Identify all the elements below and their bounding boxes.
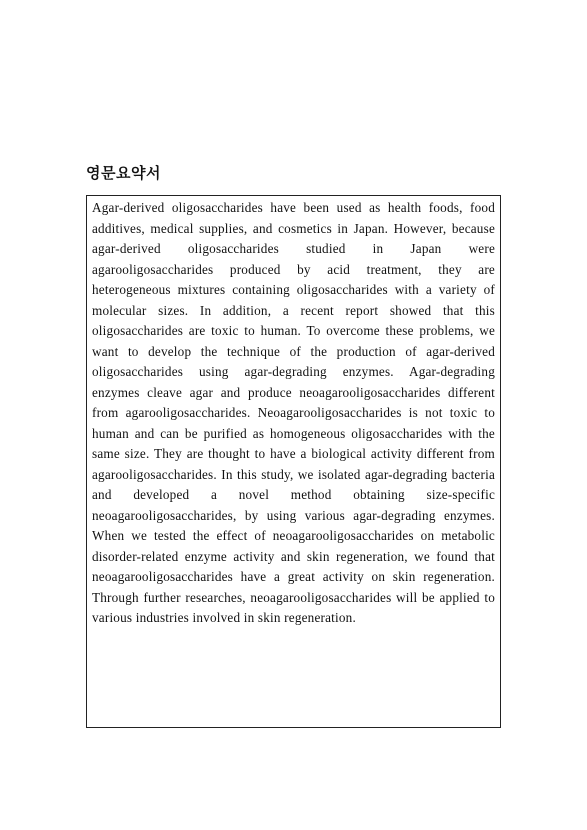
page-title: 영문요약서 [86,164,161,182]
abstract-text: Agar-derived oligosaccharides have been used as health foods, food additives, medical supplies, and cosmetics in Japan. However, because agar-derived oligosaccharides studied in Japan were agarooligosaccharides produced by acid treatment, they are heterogeneous mixtures containing oligosaccharides with a variety of molecular sizes. In addition, a recent report showed that this oligosaccharides are toxic to human. To overcome these problems, we want to develop the technique of the production of agar-derived oligosaccharides using agar-degrading enzymes. Agar-degrading enzymes cleave agar and produce neoagarooligosaccharides different from agarooligosaccharides. Neoagarooligosaccharides is not toxic to human and can be purified as homogeneous oligosaccharides with the same size. They are thought to have a biological activity different from agarooligosaccharides. In this study, we isolated agar-degrading bacteria and developed a novel method obtaining size-specific neoagarooligosaccharides, by using various agar-degrading enzymes. When we tested the effect of neoagarooligosaccharides on metabolic disorder-related enzyme activity and skin regeneration, we found that neoagarooligosaccharides have a great activity on skin regeneration. Through further researches, neoagarooligosaccharides will be applied to various industries involved in skin regeneration. [92,200,495,625]
abstract-box [86,195,501,728]
